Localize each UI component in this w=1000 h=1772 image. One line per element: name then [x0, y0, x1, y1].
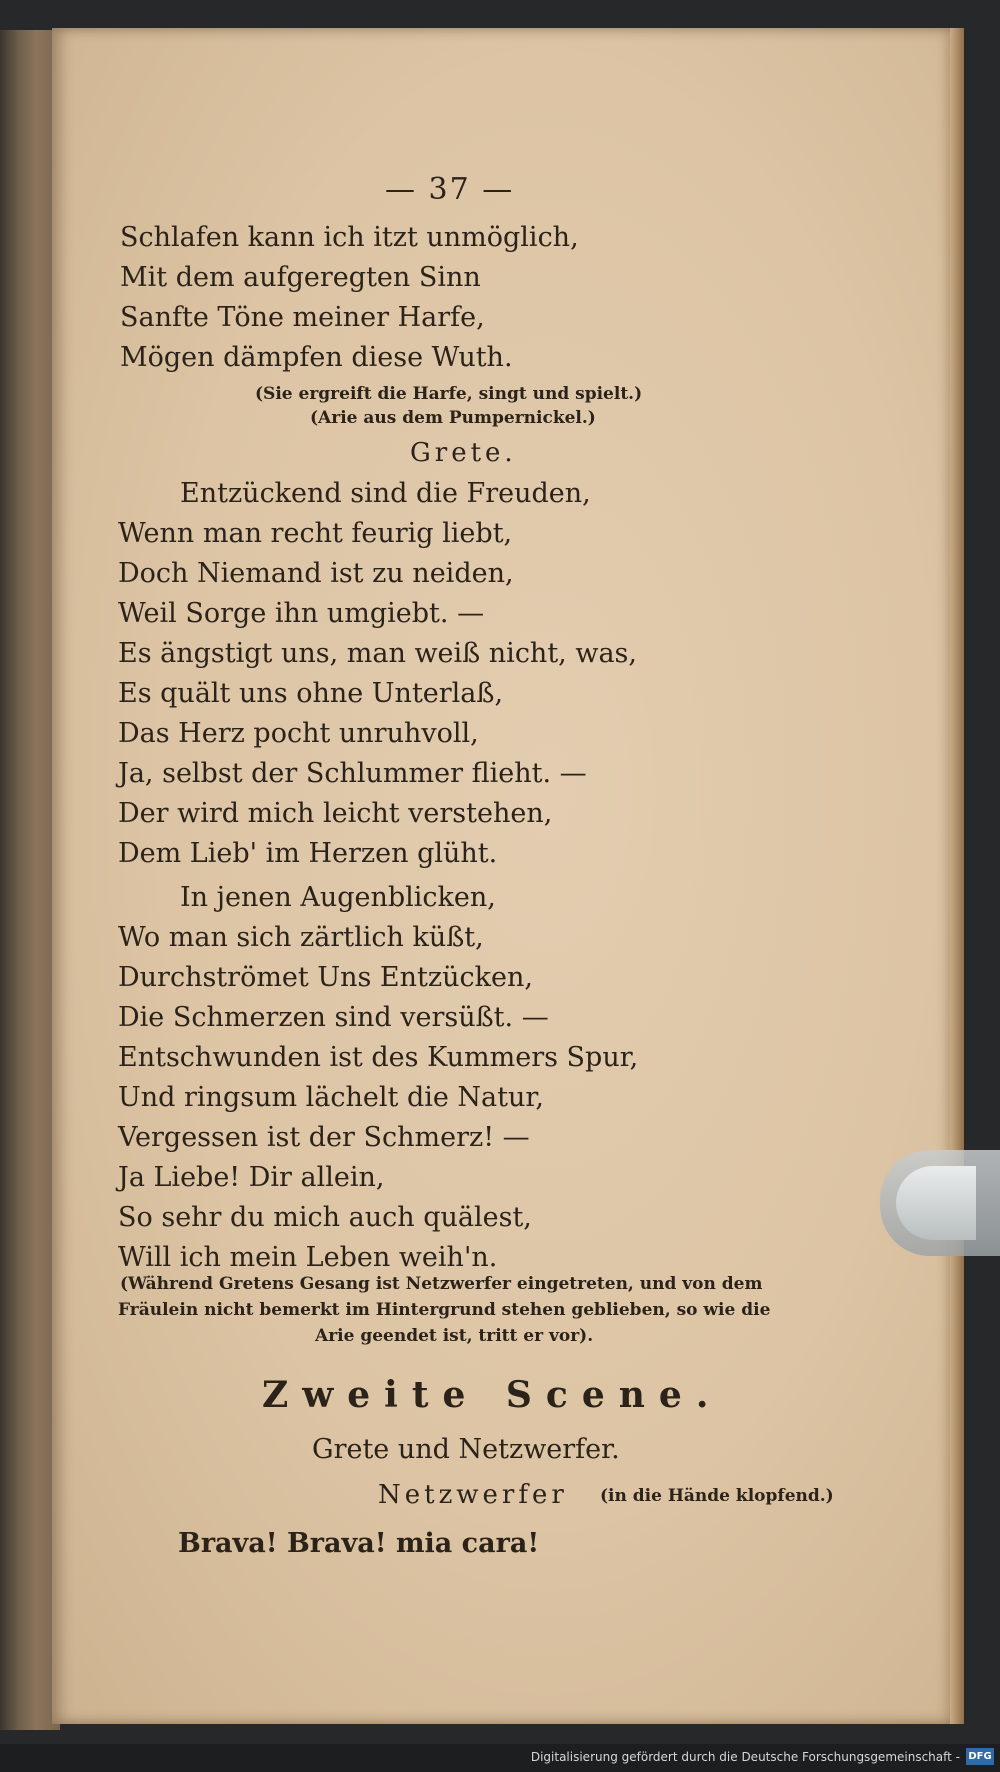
verse-line: Mögen dämpfen diese Wuth. [120, 342, 513, 373]
verse-line: Mit dem aufgeregten Sinn [120, 262, 481, 293]
verse-line: Sanfte Töne meiner Harfe, [120, 302, 485, 333]
scene-title: Zweite Scene. [262, 1374, 723, 1416]
aria-line: In jenen Augenblicken, [180, 882, 496, 913]
aria-line: Dem Lieb' im Herzen glüht. [118, 838, 498, 869]
footer-bar [0, 1744, 1000, 1772]
aria-line: Der wird mich leicht verstehen, [118, 798, 553, 829]
stage-direction: Fräulein nicht bemerkt im Hintergrund stehen geblieben, so wie die [118, 1300, 771, 1320]
speaker-name: Grete. [410, 438, 517, 468]
aria-line: Und ringsum lächelt die Natur, [118, 1082, 544, 1113]
aria-line: Die Schmerzen sind versüßt. — [118, 1002, 549, 1033]
aria-line: Vergessen ist der Schmerz! — [118, 1122, 530, 1153]
footer-credit: Digitalisierung gefördert durch die Deutsche Forschungsgemeinschaft - [530, 1750, 960, 1764]
scene-characters: Grete und Netzwerfer. [312, 1434, 620, 1465]
aria-line: Es quält uns ohne Unterlaß, [118, 678, 504, 709]
aria-line: Ja, selbst der Schlummer flieht. — [118, 758, 587, 789]
aria-line: Es ängstigt uns, man weiß nicht, was, [118, 638, 637, 669]
aria-line: Wenn man recht feurig liebt, [118, 518, 513, 549]
speaker-name: Netzwerfer [378, 1480, 568, 1510]
aria-line: Wo man sich zärtlich küßt, [118, 922, 484, 953]
page-edge [950, 28, 964, 1724]
stage-direction: (Arie aus dem Pumpernickel.) [310, 408, 596, 428]
dialogue-line: Brava! Brava! mia cara! [178, 1528, 540, 1559]
aria-line: Weil Sorge ihn umgiebt. — [118, 598, 485, 629]
aria-line: Durchströmet Uns Entzücken, [118, 962, 533, 993]
aria-line: Will ich mein Leben weih'n. [118, 1242, 498, 1273]
stage-direction: Arie geendet ist, tritt er vor). [315, 1326, 594, 1346]
aria-line: So sehr du mich auch quälest, [118, 1202, 532, 1233]
page-number: — 37 — [385, 172, 515, 207]
stage-direction: (Sie ergreift die Harfe, singt und spielt.) [255, 384, 643, 404]
verse-line: Schlafen kann ich itzt unmöglich, [120, 222, 579, 253]
left-page-edge [0, 30, 60, 1730]
aria-line: Das Herz pocht unruhvoll, [118, 718, 479, 749]
aria-line: Doch Niemand ist zu neiden, [118, 558, 514, 589]
dfg-logo: DFG [966, 1748, 994, 1765]
aria-line: Entzückend sind die Freuden, [180, 478, 591, 509]
page-clip-highlight [896, 1166, 976, 1240]
aria-line: Entschwunden ist des Kummers Spur, [118, 1042, 639, 1073]
stage-direction: (in die Hände klopfend.) [600, 1486, 834, 1506]
aria-line: Ja Liebe! Dir allein, [118, 1162, 385, 1193]
stage-direction: (Während Gretens Gesang ist Netzwerfer eingetreten, und von dem [120, 1274, 763, 1294]
